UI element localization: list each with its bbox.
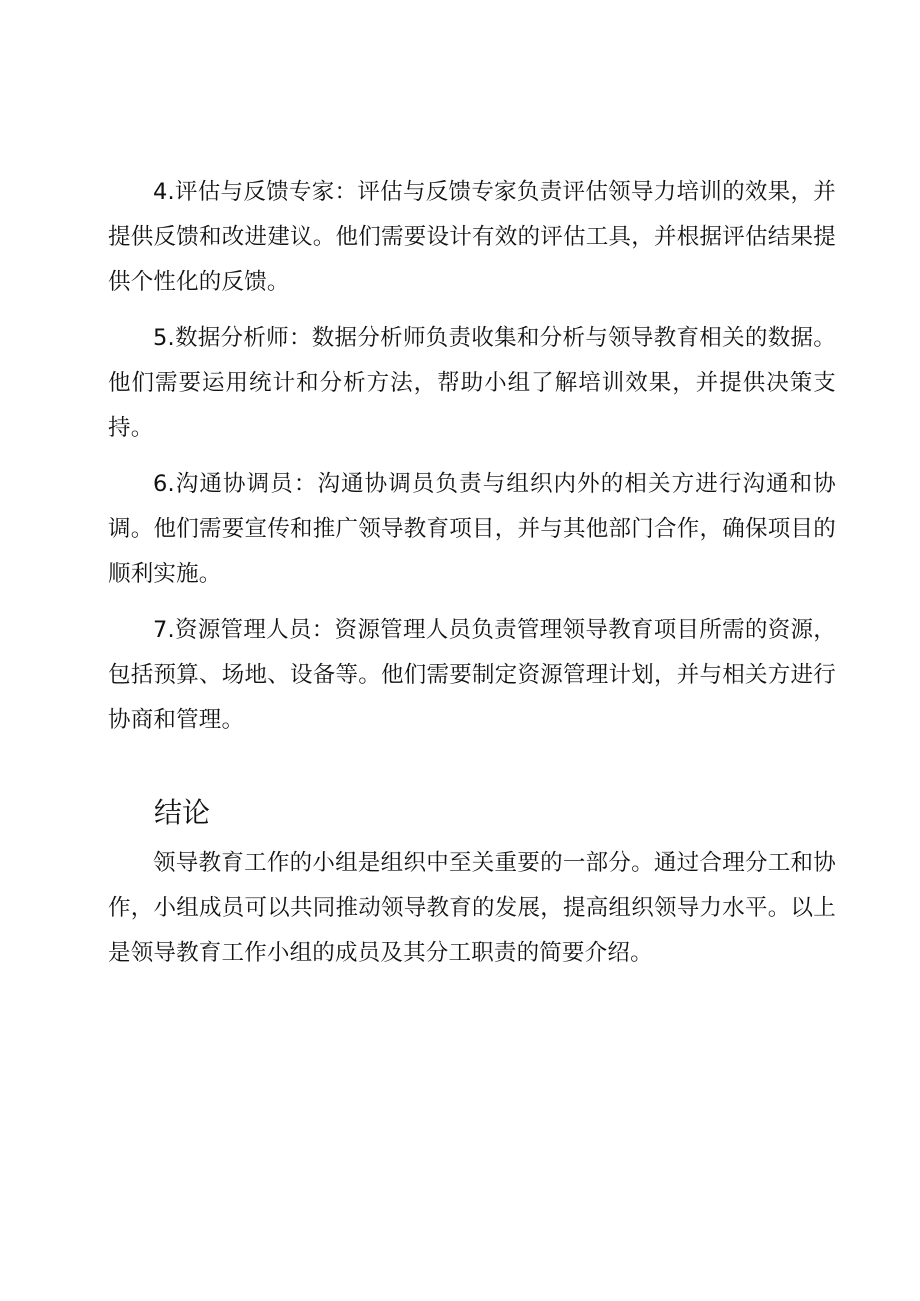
list-item-text: .沟通协调员：沟通协调员负责与组织内外的相关方进行沟通和协调。他们需要宣传和推广领导教育项目，并与其他部门合作，确保项目的顺利实施。 xyxy=(108,471,836,587)
list-item-text: .评估与反馈专家：评估与反馈专家负责评估领导力培训的效果，并提供反馈和改进建议。他们需要设计有效的评估工具，并根据评估结果提供个性化的反馈。 xyxy=(108,179,836,295)
list-item-number: 6 xyxy=(153,471,168,497)
list-item-number: 7 xyxy=(153,617,168,643)
document-body xyxy=(108,170,836,987)
conclusion-paragraph: 领导教育工作的小组是组织中至关重要的一部分。通过合理分工和协作，小组成员可以共同推动领导教育的发展，提高组织领导力水平。以上是领导教育工作小组的成员及其分工职责的简要介绍。 xyxy=(108,850,836,966)
list-item-communication-coordinator xyxy=(108,462,836,597)
list-item-number: 5 xyxy=(153,325,168,351)
conclusion-heading: 结论 xyxy=(154,796,211,829)
list-item-text: .数据分析师：数据分析师负责收集和分析与领导教育相关的数据。他们需要运用统计和分析方法，帮助小组了解培训效果，并提供决策支持。 xyxy=(108,325,836,441)
list-item-data-analyst xyxy=(108,316,836,451)
list-item-number: 4 xyxy=(153,179,168,205)
list-item-evaluation-expert xyxy=(108,170,836,305)
list-item-resource-manager xyxy=(108,608,836,743)
list-item-text: .资源管理人员：资源管理人员负责管理领导教育项目所需的资源，包括预算、场地、设备等。他们需要制定资源管理计划，并与相关方进行协商和管理。 xyxy=(108,617,836,733)
